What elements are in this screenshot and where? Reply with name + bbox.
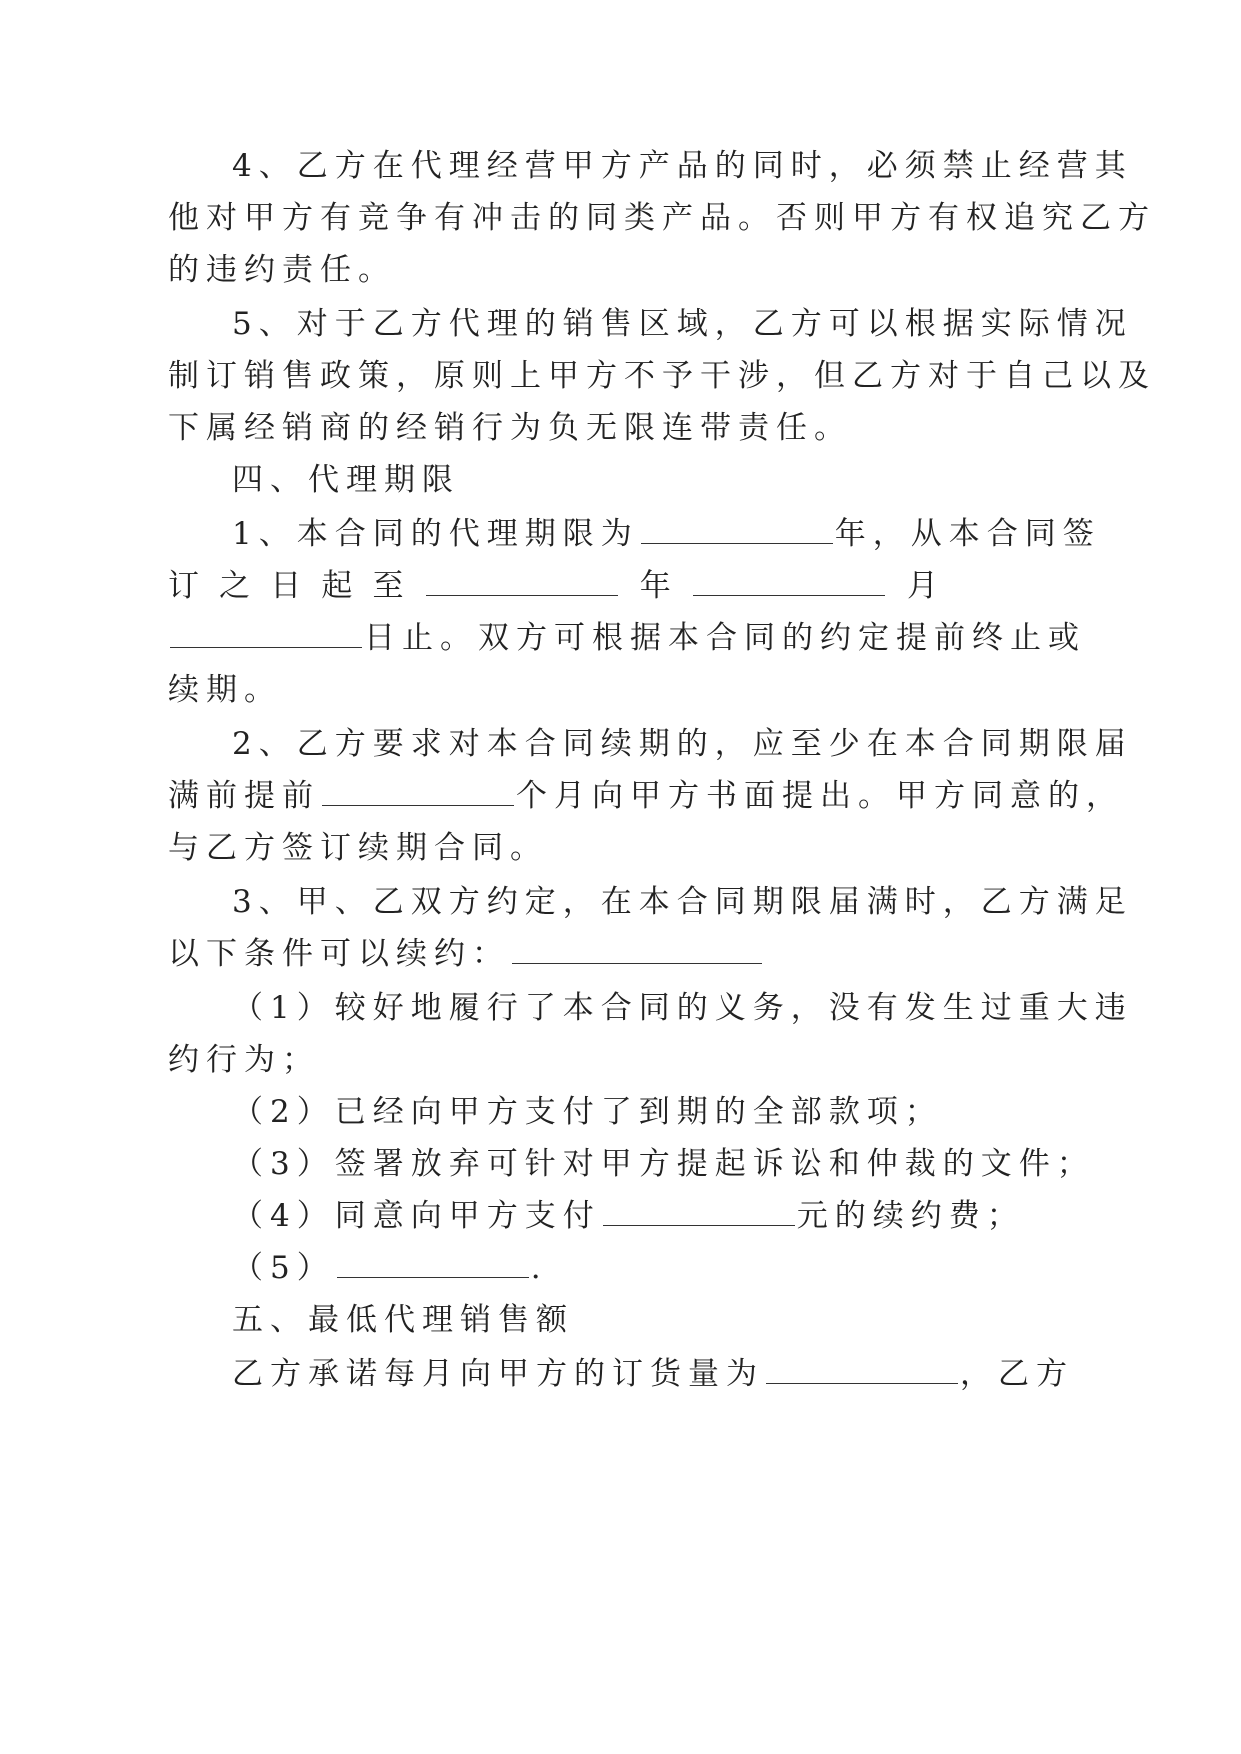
fill-blank[interactable] [641, 515, 833, 544]
term-char: 日 [270, 568, 302, 604]
paragraph-line [232, 514, 1101, 554]
paragraph-line [232, 1354, 1074, 1394]
section-heading: 五、最低代理销售额 [232, 1302, 574, 1338]
fill-blank[interactable] [766, 1355, 958, 1384]
fill-blank[interactable] [693, 567, 885, 596]
list-item [232, 1196, 1025, 1236]
paragraph-line [168, 776, 1124, 816]
paragraph-line [168, 566, 938, 606]
list-item: （3）签署放弃可针对甲方提起诉讼和仲裁的文件； [232, 1146, 1095, 1182]
list-item: （1）较好地履行了本合同的义务，没有发生过重大违 [232, 990, 1133, 1026]
term-text: 元的续约费； [796, 1198, 1025, 1234]
fill-blank[interactable] [337, 1249, 529, 1278]
term-text: 乙方承诺每月向甲方的订货量为 [232, 1356, 764, 1392]
paragraph-line: 下属经销商的经销行为负无限连带责任。 [168, 410, 852, 446]
term-text: （4）同意向甲方支付 [232, 1198, 601, 1234]
section-heading: 四、代理期限 [232, 462, 460, 498]
term-text: 年 [639, 568, 671, 604]
term-text: 以下条件可以续约： [168, 936, 510, 972]
term-text: 满前提前 [168, 778, 320, 814]
paragraph-line: 制订销售政策，原则上甲方不予干涉，但乙方对于自己以及 [168, 358, 1156, 394]
term-char: 起 [321, 568, 353, 604]
paragraph-line: 4、乙方在代理经营甲方产品的同时，必须禁止经营其 [232, 148, 1133, 184]
fill-blank[interactable] [426, 567, 618, 596]
term-char: 订 [168, 568, 199, 604]
term-text: （5） [232, 1250, 335, 1286]
paragraph-line: 5、对于乙方代理的销售区域，乙方可以根据实际情况 [232, 306, 1133, 342]
fill-blank[interactable] [170, 619, 362, 648]
fill-blank[interactable] [603, 1197, 795, 1226]
paragraph-line: 他对甲方有竞争有冲击的同类产品。否则甲方有权追究乙方 [168, 200, 1156, 236]
term-text: . [530, 1250, 548, 1286]
term-char: 至 [372, 568, 404, 604]
fill-blank[interactable] [512, 935, 762, 964]
paragraph-line: 续期。 [168, 672, 282, 708]
fill-blank[interactable] [322, 777, 514, 806]
paragraph-line: 与乙方签订续期合同。 [168, 830, 548, 866]
list-item: 约行为； [168, 1042, 320, 1078]
term-text: ，乙方 [960, 1356, 1074, 1392]
paragraph-line: 的违约责任。 [168, 252, 396, 288]
paragraph-line [168, 934, 764, 974]
paragraph-line: 3、甲、乙双方约定，在本合同期限届满时，乙方满足 [232, 884, 1133, 920]
term-char: 之 [219, 568, 251, 604]
paragraph-line: 2、乙方要求对本合同续期的，应至少在本合同期限届 [232, 726, 1133, 762]
list-item [232, 1248, 548, 1288]
paragraph-line [168, 618, 1086, 658]
term-text: 1、本合同的代理期限为 [232, 516, 639, 552]
list-item: （2）已经向甲方支付了到期的全部款项； [232, 1094, 943, 1130]
term-text: 月 [907, 568, 938, 604]
term-text: 年，从本合同签 [834, 516, 1101, 552]
term-text: 个月向甲方书面提出。甲方同意的， [516, 778, 1124, 814]
term-text: 日止。双方可根据本合同的约定提前终止或 [364, 620, 1086, 656]
